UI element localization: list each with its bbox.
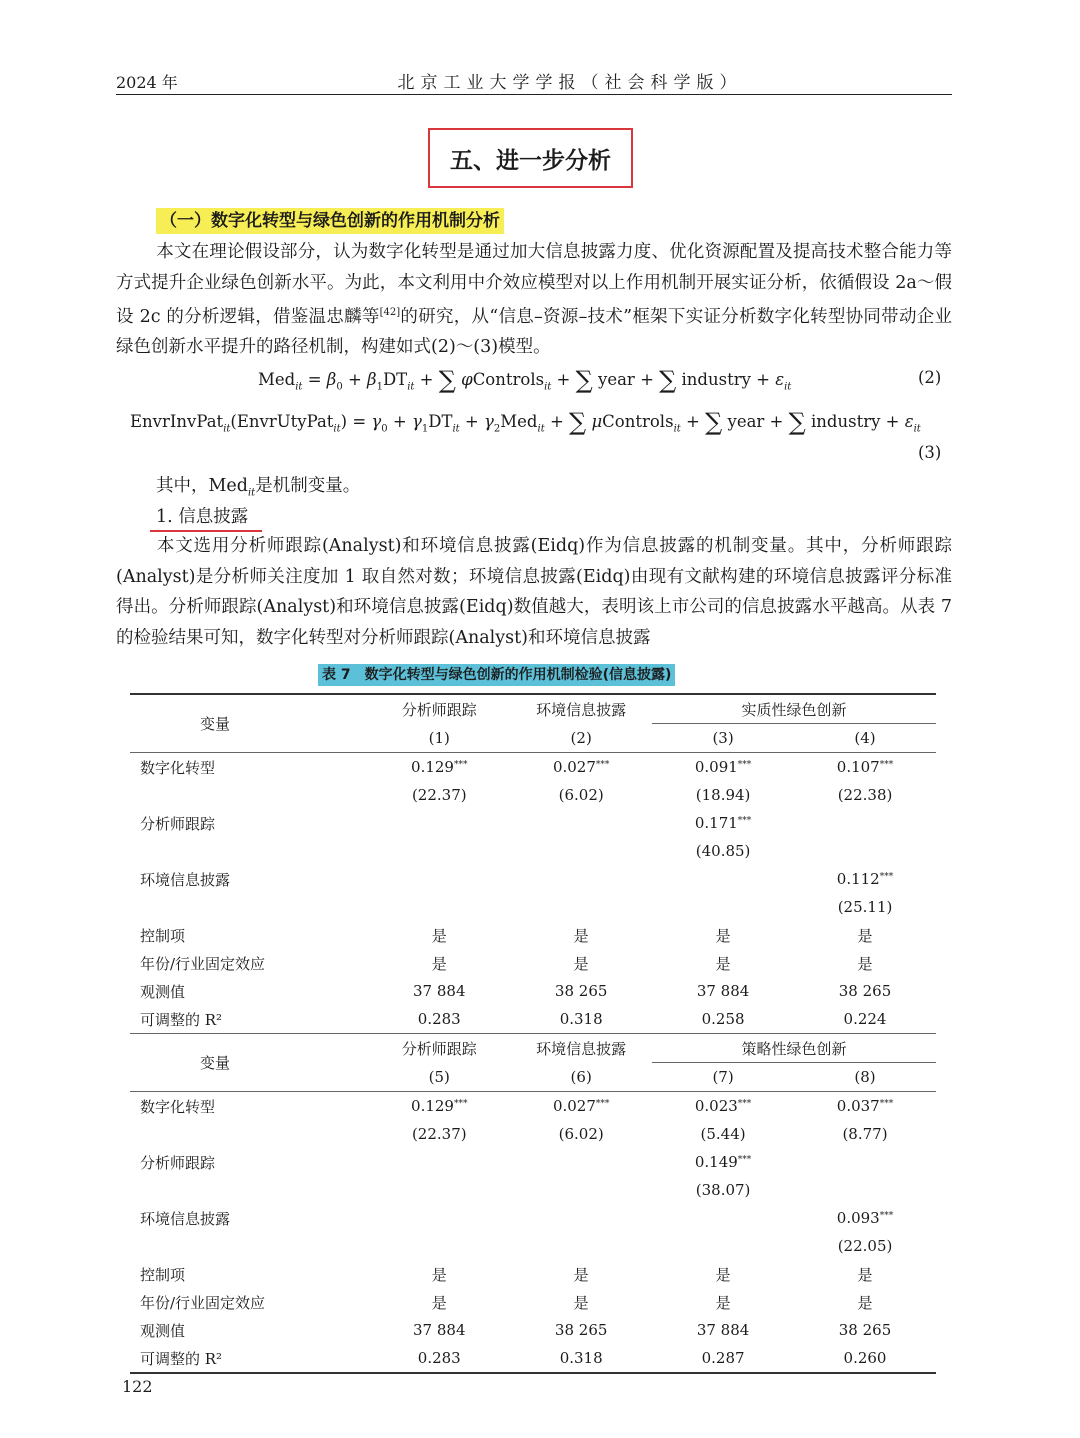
table-row: [130, 1288, 936, 1316]
table-cell: 0.258: [701, 1010, 745, 1028]
table-cell: (8.77): [842, 1125, 888, 1143]
row-label: [130, 1176, 368, 1204]
row-label: 数字化转型: [130, 1092, 368, 1121]
table-cell: 是: [715, 954, 731, 973]
table-cell: 0.224: [843, 1010, 887, 1028]
table-cell: 是: [715, 1293, 731, 1312]
equation-3: EnvrInvPat$_{it}$(EnvrUtyPat$_{it}$) = $\gamma_0 + \gamma_1DT_{it} + \gamma_2Med_{it}$ + ∑ μControls$_{it}$ + ∑ year + ∑ industry + $\varepsilon_{it}$: [130, 408, 921, 436]
table-row: [130, 977, 936, 1005]
table-cell: [794, 1148, 936, 1176]
table-cell: 0.287: [652, 1344, 794, 1373]
table-cell: 0.093***: [836, 1209, 894, 1227]
column-number: (3): [712, 729, 734, 747]
table-row: [130, 1204, 936, 1232]
subsection-title: （一）数字化转型与绿色创新的作用机制分析: [156, 208, 504, 234]
table-cell: 37 884: [696, 1321, 750, 1339]
significance-stars: ***: [453, 1099, 468, 1109]
table-row: [130, 949, 936, 977]
table-cell: 是: [431, 1265, 447, 1284]
table-cell: [368, 809, 510, 837]
row-label: [130, 781, 368, 809]
table-row: [130, 1120, 936, 1148]
row-label: 可调整的 R²: [140, 1010, 223, 1029]
column-number: (4): [854, 729, 876, 747]
table-cell: 0.260: [794, 1344, 936, 1373]
column-head: 环境信息披露: [510, 1034, 652, 1063]
equation-2: $Med_{it} = \beta_0 + \beta_1DT_{it}$ + ∑ φControls$_{it}$ + ∑ year + ∑ industry + $\varepsilon_{it}$: [258, 366, 792, 394]
significance-stars: ***: [453, 760, 468, 770]
row-label: 控制项: [140, 1265, 186, 1284]
row-label: [130, 1232, 368, 1260]
table-row: [130, 1005, 936, 1034]
column-head-group: 策略性绿色创新: [652, 1034, 936, 1063]
table-cell: (22.37): [411, 786, 467, 804]
table-cell: (22.05): [837, 1237, 893, 1255]
column-number: (5): [428, 1067, 450, 1086]
equation-2-number: (2): [918, 368, 942, 387]
table-cell: [510, 1204, 652, 1232]
page-number: 122: [122, 1377, 153, 1396]
table-cell: 是: [573, 1293, 589, 1312]
table-cell: 37 884: [413, 1321, 466, 1339]
significance-stars: ***: [737, 816, 752, 826]
table-cell: [652, 893, 794, 921]
table-cell: [510, 1176, 652, 1204]
table-row: [130, 1232, 936, 1260]
table-cell: 0.318: [510, 1344, 652, 1373]
table-cell: 是: [431, 926, 447, 945]
table-cell: 0.149***: [694, 1153, 752, 1171]
significance-stars: ***: [879, 1211, 894, 1221]
row-label: 观测值: [140, 982, 186, 1001]
table-cell: [510, 893, 652, 921]
table-cell: 0.129***: [368, 1092, 510, 1121]
table-cell: 是: [857, 1265, 873, 1284]
table-cell: [510, 809, 652, 837]
column-number: (7): [712, 1068, 734, 1086]
table-cell: 37 884: [696, 982, 750, 1000]
column-head: 分析师跟踪: [368, 1034, 510, 1063]
table-row: [130, 1260, 936, 1288]
table-cell: (6.02): [558, 1125, 604, 1143]
table-row: [130, 753, 936, 782]
table-cell: 0.171***: [694, 814, 752, 832]
journal-title: 北京工业大学学报（社会科学版）: [397, 73, 743, 93]
table-row: [130, 1316, 936, 1344]
table-row: [130, 809, 936, 837]
row-label: 环境信息披露: [140, 870, 231, 889]
table-header-row: [130, 1034, 936, 1063]
table-cell: 0.112***: [836, 870, 894, 888]
table-cell: 是: [573, 926, 589, 945]
row-label: [130, 893, 368, 921]
column-number: (1): [428, 728, 450, 747]
table-header-row: [130, 694, 936, 724]
table-cell: 是: [715, 926, 731, 945]
table-cell: 37 884: [413, 982, 466, 1000]
row-label: 分析师跟踪: [140, 814, 216, 833]
table-cell: 38 265: [838, 982, 892, 1000]
mediator-note: 其中，Med$_{it}$是机制变量。: [156, 476, 361, 499]
significance-stars: ***: [879, 760, 894, 770]
table-cell: [510, 837, 652, 865]
row-label: 环境信息披露: [140, 1209, 231, 1228]
table-cell: [652, 1204, 794, 1232]
significance-stars: ***: [595, 1099, 610, 1109]
table-cell: 是: [857, 1293, 873, 1312]
column-number: (2): [570, 728, 592, 747]
table-cell: 是: [573, 1265, 589, 1284]
item-1-heading: 1. 信息披露: [156, 507, 249, 527]
row-label: 年份/行业固定效应: [140, 1293, 266, 1312]
table-title: 表 7 数字化转型与绿色创新的作用机制检验(信息披露): [318, 664, 675, 686]
table-cell: [794, 809, 936, 837]
table-cell: [368, 837, 510, 865]
table-cell: 38 265: [554, 982, 608, 1000]
table-row: [130, 1148, 936, 1176]
table-cell: [652, 1232, 794, 1260]
table-row: [130, 1344, 936, 1373]
variable-header: 变量: [130, 1034, 368, 1092]
table-cell: 0.027***: [510, 753, 652, 782]
significance-stars: ***: [737, 1155, 752, 1165]
table-cell: 是: [573, 954, 589, 973]
table-row: [130, 865, 936, 893]
equation-3-number: (3): [918, 443, 942, 462]
table-cell: [368, 1148, 510, 1176]
paragraph-2: 本文选用分析师跟踪(Analyst)和环境信息披露(Eidq)作为信息披露的机制变量。其中，分析师跟踪(Analyst)是分析师关注度加 1 取自然对数；环境信息披露(Eidq)由现有文献构建的环境信息披露评分标准得出。分析师跟踪(Analyst)和环境信息披露(Eidq)数值越大，表明该上市公司的信息披露水平越高。从表 7 的检验结果可知，数字化转型对分析师跟踪(Analyst)和环境信息披露: [116, 536, 952, 648]
table-cell: 0.318: [559, 1010, 603, 1028]
row-label: [130, 1120, 368, 1148]
table-cell: (18.94): [695, 786, 751, 804]
table-cell: 是: [431, 954, 447, 973]
table-cell: 0.283: [417, 1010, 461, 1028]
row-label: [130, 837, 368, 865]
table-cell: (40.85): [695, 842, 751, 860]
table-cell: [652, 865, 794, 893]
table-cell: 38 265: [554, 1321, 608, 1339]
table-cell: 0.283: [368, 1344, 510, 1373]
significance-stars: ***: [879, 1099, 894, 1109]
table-cell: 是: [857, 926, 873, 945]
table-cell: 0.129***: [368, 753, 510, 782]
significance-stars: ***: [879, 872, 894, 882]
table-cell: 是: [857, 954, 873, 973]
column-head: 环境信息披露: [510, 694, 652, 724]
table-row: [130, 893, 936, 921]
table-cell: (25.11): [837, 898, 893, 916]
header-year: 2024 年: [116, 73, 178, 92]
table-cell: 是: [715, 1265, 731, 1284]
table-cell: 是: [431, 1293, 447, 1312]
table-cell: 0.091***: [652, 753, 794, 782]
table-cell: 38 265: [838, 1321, 892, 1339]
table-cell: [510, 1148, 652, 1176]
citation-42: [42]: [379, 307, 401, 318]
table-cell: 0.037***: [794, 1092, 936, 1121]
column-head: 分析师跟踪: [368, 694, 510, 724]
column-number: (8): [854, 1068, 876, 1086]
table-cell: [368, 1232, 510, 1260]
table-row: [130, 1176, 936, 1204]
table-cell: [368, 1176, 510, 1204]
header-divider: [116, 94, 952, 95]
row-label: 年份/行业固定效应: [140, 954, 266, 973]
column-number: (6): [570, 1067, 592, 1086]
table-row: [130, 781, 936, 809]
table-cell: 0.107***: [794, 753, 936, 782]
table-cell: [510, 865, 652, 893]
table-cell: 0.027***: [510, 1092, 652, 1121]
significance-stars: ***: [595, 760, 610, 770]
table-cell: (6.02): [558, 786, 604, 804]
significance-stars: ***: [737, 1099, 752, 1109]
table-cell: (5.44): [700, 1125, 746, 1143]
column-head-group: 实质性绿色创新: [652, 694, 936, 724]
significance-stars: ***: [737, 760, 752, 770]
table-cell: [510, 1232, 652, 1260]
section-title: 五、进一步分析: [428, 128, 633, 188]
table-cell: [794, 837, 936, 865]
table-cell: (22.38): [837, 786, 893, 804]
table-cell: 0.023***: [652, 1092, 794, 1121]
row-label: 数字化转型: [130, 753, 368, 782]
row-label: 观测值: [140, 1321, 186, 1340]
table-cell: [794, 1176, 936, 1204]
table-cell: [368, 893, 510, 921]
table-cell: (22.37): [411, 1125, 467, 1143]
row-label: 可调整的 R²: [130, 1344, 368, 1373]
variable-header: 变量: [130, 694, 368, 753]
table-row: [130, 837, 936, 865]
table-cell: [368, 865, 510, 893]
results-table: [130, 693, 936, 1374]
table-cell: (38.07): [695, 1181, 751, 1199]
paragraph-1: 本文在理论假设部分，认为数字化转型是通过加大信息披露力度、优化资源配置及提高技术整合能力等方式提升企业绿色创新水平。为此，本文利用中介效应模型对以上作用机制开展实证分析，依循假设 2a～假设 2c 的分析逻辑，借鉴温忠麟等[42]的研究，从“信息–资源–技术”框架下实证分析数字化转型协同带动企业绿色创新水平提升的路径机制，构建如式(2)～(3)模型。: [116, 242, 952, 358]
row-label: 分析师跟踪: [140, 1153, 216, 1172]
table-cell: [368, 1204, 510, 1232]
table-row: [130, 921, 936, 949]
row-label: 控制项: [140, 926, 186, 945]
table-row: [130, 1092, 936, 1121]
